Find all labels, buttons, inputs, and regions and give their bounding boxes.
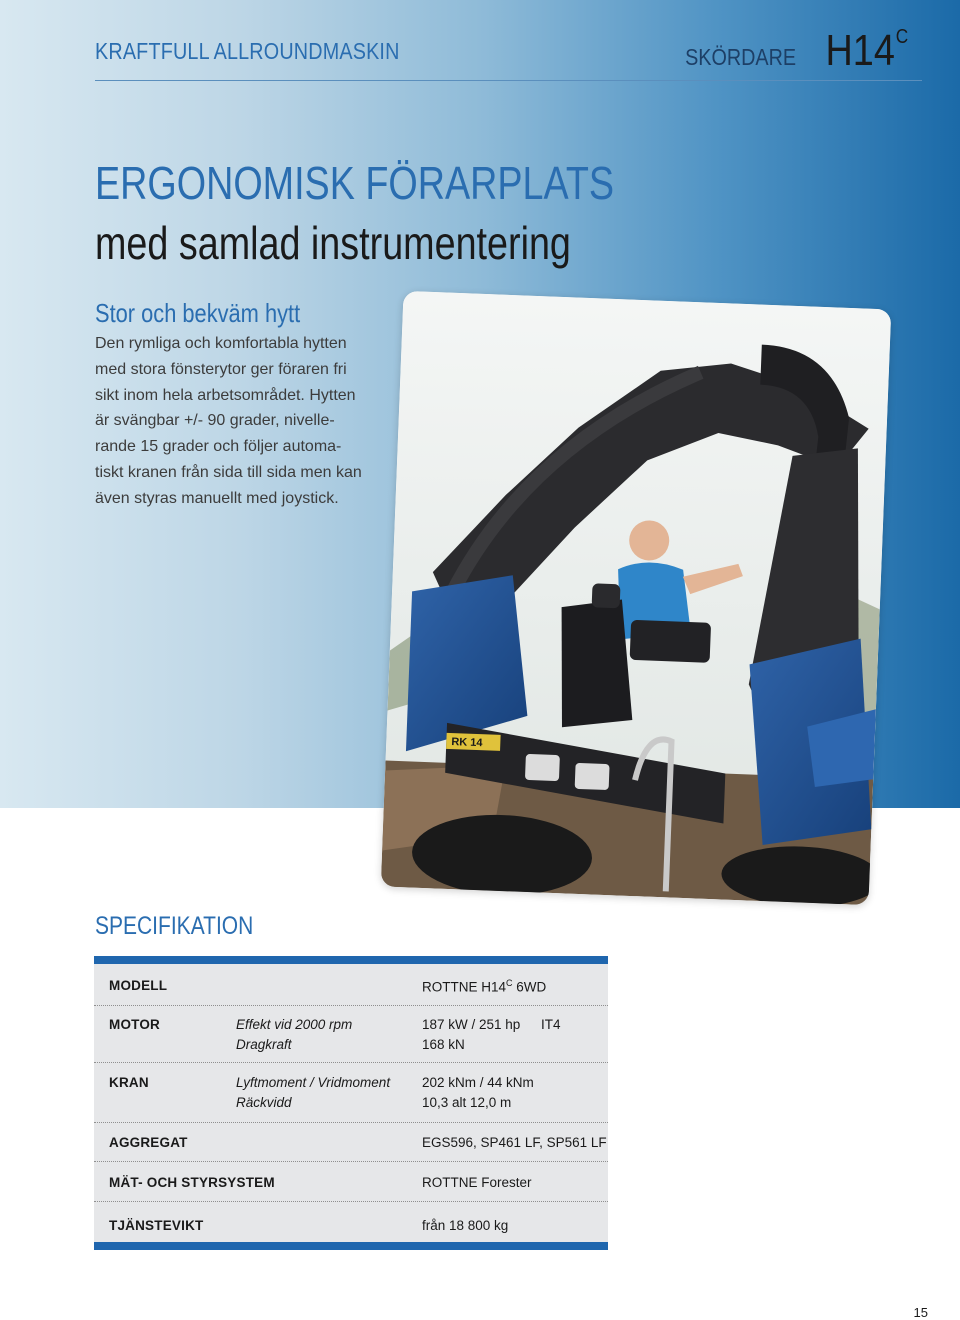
header-model: $H14^C$ — [825, 26, 908, 75]
header-model-badge — [667, 26, 908, 76]
section-body — [95, 331, 385, 512]
cab-photo — [392, 300, 880, 896]
header-category: SKÖRDARE — [684, 44, 796, 70]
spec-table — [94, 956, 608, 1250]
table-row — [94, 964, 608, 1006]
row-value: EGS596, SP461 LF, SP561 LF — [422, 1135, 607, 1150]
row-label: MODELL — [109, 978, 168, 993]
header-model-sup: C — [895, 26, 908, 49]
table-row — [94, 1122, 608, 1162]
row-extra: IT4 — [541, 1017, 561, 1032]
spec-title: SPECIFIKATION — [95, 912, 254, 940]
table-row — [94, 1161, 608, 1202]
row-value: ROTTNE Forester — [422, 1175, 532, 1190]
row-label: KRAN — [109, 1075, 149, 1090]
row-label: MÄT- OCH STYRSYSTEM — [109, 1175, 275, 1190]
row-value: från 18 800 kg — [422, 1218, 509, 1233]
row-label: AGGREGAT — [109, 1135, 188, 1150]
body-line: rande 15 grader och följer automa- — [95, 438, 342, 456]
body-line: med stora fönsterytor ger föraren fri — [95, 360, 347, 378]
row-desc: Lyftmoment / Vridmoment Räckvidd — [236, 1075, 391, 1110]
body-line: är svängbar +/- 90 grader, nivelle- — [95, 412, 335, 430]
row-label: TJÄNSTEVIKT — [109, 1218, 204, 1233]
body-line: Den rymliga och komfortabla hytten — [95, 335, 347, 352]
body-line: sikt inom hela arbetsområdet. Hytten — [95, 386, 356, 404]
cab-photo-frame — [381, 291, 892, 905]
header-divider — [95, 80, 922, 81]
row-label: MOTOR — [109, 1017, 160, 1032]
row-desc: Effekt vid 2000 rpm Dragkraft — [236, 1017, 353, 1052]
body-line: tiskt kranen från sida till sida men kan — [95, 463, 362, 481]
row-value: 187 kW / 251 hp 168 kN — [422, 1017, 521, 1052]
table-row — [94, 1062, 608, 1123]
page-number: 15 — [913, 1305, 928, 1320]
table-row — [94, 1201, 608, 1242]
body-line: även styras manuellt med joystick. — [95, 489, 339, 507]
row-value: ROTTNE $H14^C$ 6WD — [422, 978, 547, 995]
table-row — [94, 1005, 608, 1063]
row-value: 202 kNm / 44 kNm 10,3 alt 12,0 m — [422, 1075, 534, 1110]
machine-label: RK 14 — [451, 736, 483, 750]
header-section-title: KRAFTFULL ALLROUNDMASKIN — [95, 38, 400, 64]
headline-primary: ERGONOMISK FÖRARPLATS — [95, 157, 615, 209]
section-title: Stor och bekväm hytt — [95, 298, 301, 328]
cab-illustration — [381, 291, 892, 905]
headline-secondary: med samlad instrumentering — [95, 217, 571, 269]
